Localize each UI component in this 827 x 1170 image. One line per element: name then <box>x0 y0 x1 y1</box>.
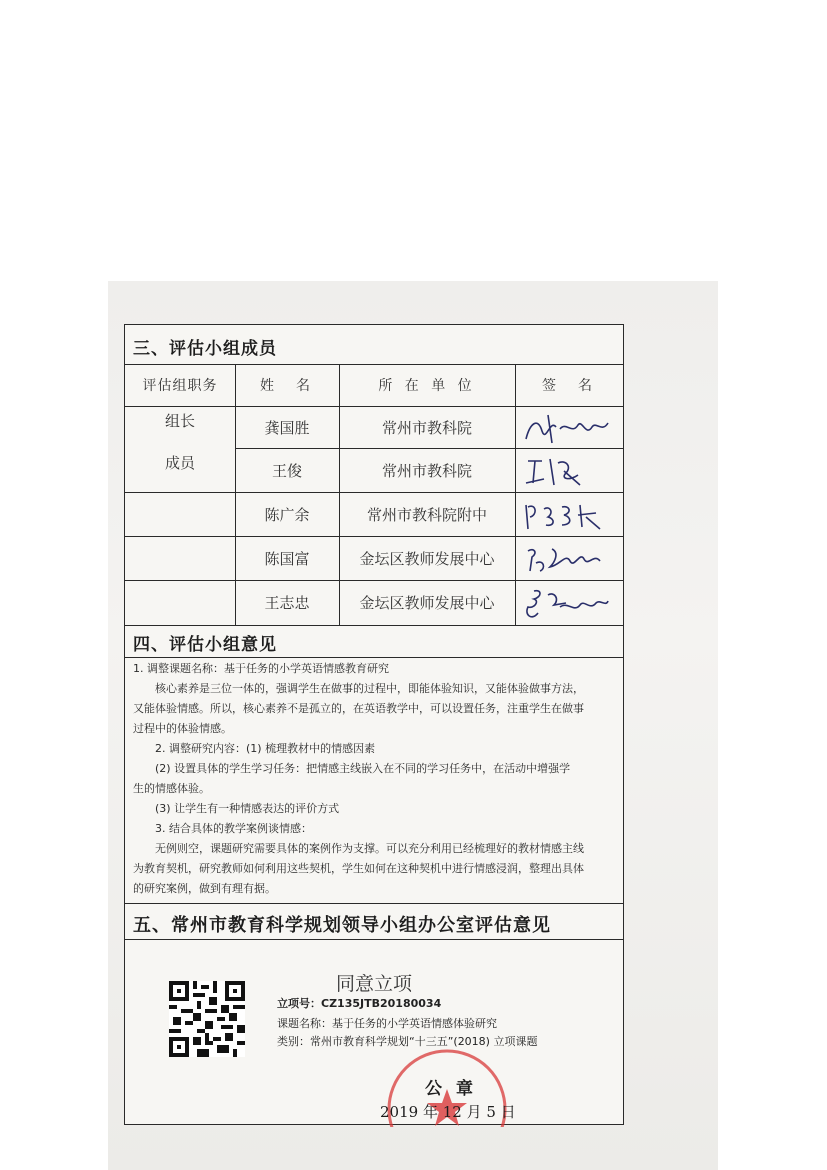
divider <box>125 939 623 940</box>
section3-title: 三、评估小组成员 <box>133 339 277 359</box>
row5-unit: 金坛区教师发展中心 <box>359 594 495 612</box>
opinion-line: 3. 结合具体的教学案例谈情感： <box>133 822 312 835</box>
row1-role: 组长 <box>164 412 195 430</box>
opinion-line: 生的情感体验。 <box>133 782 210 795</box>
row1-name: 龚国胜 <box>264 418 310 437</box>
signature-1 <box>520 409 615 447</box>
project-name: 课题名称：基于任务的小学英语情感体验研究 <box>277 1017 497 1030</box>
divider <box>125 625 623 626</box>
opinion-line: 为教育契机，研究教师如何利用这些契机，学生如何在这种契机中进行情感浸润，整理出具体 <box>133 862 584 875</box>
opinion-line: 过程中的体验情感。 <box>133 722 232 735</box>
approval-decision: 同意立项 <box>335 973 412 995</box>
header-role: 评估组职务 <box>142 378 218 394</box>
evaluation-form <box>124 324 624 1125</box>
approval-date: 2019 年 12 月 5 日 <box>380 1103 516 1121</box>
qr-code <box>169 981 245 1057</box>
opinion-line: 又能体验情感。所以，核心素养不是孤立的，在英语教学中，可以设置任务，注重学生在做事 <box>133 702 584 715</box>
opinion-line: 的研究案例，做到有理有据。 <box>133 882 276 895</box>
opinion-line: 无例则空，课题研究需要具体的案例作为支撑。可以充分利用已经梳理好的教材情感主线 <box>133 842 584 855</box>
project-number: 立项号：CZ135JTB20180034 <box>277 997 442 1010</box>
project-category: 类别：常州市教育科学规划“十三五”(2018) 立项课题 <box>277 1035 538 1048</box>
header-signature: 签 名 <box>542 378 596 394</box>
opinion-line: (2) 设置具体的学生学习任务：把情感主线嵌入在不同的学习任务中，在活动中增强学 <box>133 762 571 775</box>
section4-title: 四、评估小组意见 <box>133 635 277 655</box>
row2-role: 成员 <box>164 454 195 472</box>
section5-title: 五、常州市教育科学规划领导小组办公室评估意见 <box>133 915 551 936</box>
signature-2 <box>520 451 600 491</box>
signature-3 <box>520 495 615 535</box>
opinion-line: 2. 调整研究内容：(1) 梳理教材中的情感因素 <box>133 742 376 755</box>
header-unit: 所 在 单 位 <box>378 378 476 394</box>
opinion-line: (3) 让学生有一种情感表达的评价方式 <box>133 802 340 815</box>
row3-unit: 常州市教科院附中 <box>366 505 487 524</box>
opinion-line: 1. 调整课题名称：基于任务的小学英语情感教育研究 <box>133 662 389 675</box>
signature-4 <box>520 539 615 579</box>
opinion-line: 核心素养是三位一体的，强调学生在做事的过程中，即能体验知识，又能体验做事方法， <box>133 682 584 695</box>
row3-name: 陈广余 <box>264 505 310 524</box>
row1-unit: 常州市教科院 <box>381 418 472 437</box>
row2-name: 王俊 <box>271 461 302 480</box>
header-name: 姓 名 <box>260 378 314 394</box>
row4-unit: 金坛区教师发展中心 <box>359 549 495 568</box>
row4-name: 陈国富 <box>264 549 310 568</box>
divider <box>125 657 623 658</box>
row2-unit: 常州市教科院 <box>381 461 472 480</box>
divider <box>125 903 623 904</box>
seal-label: 公章 <box>425 1079 487 1099</box>
row5-name: 王志忠 <box>264 594 310 612</box>
signature-5 <box>520 583 615 625</box>
